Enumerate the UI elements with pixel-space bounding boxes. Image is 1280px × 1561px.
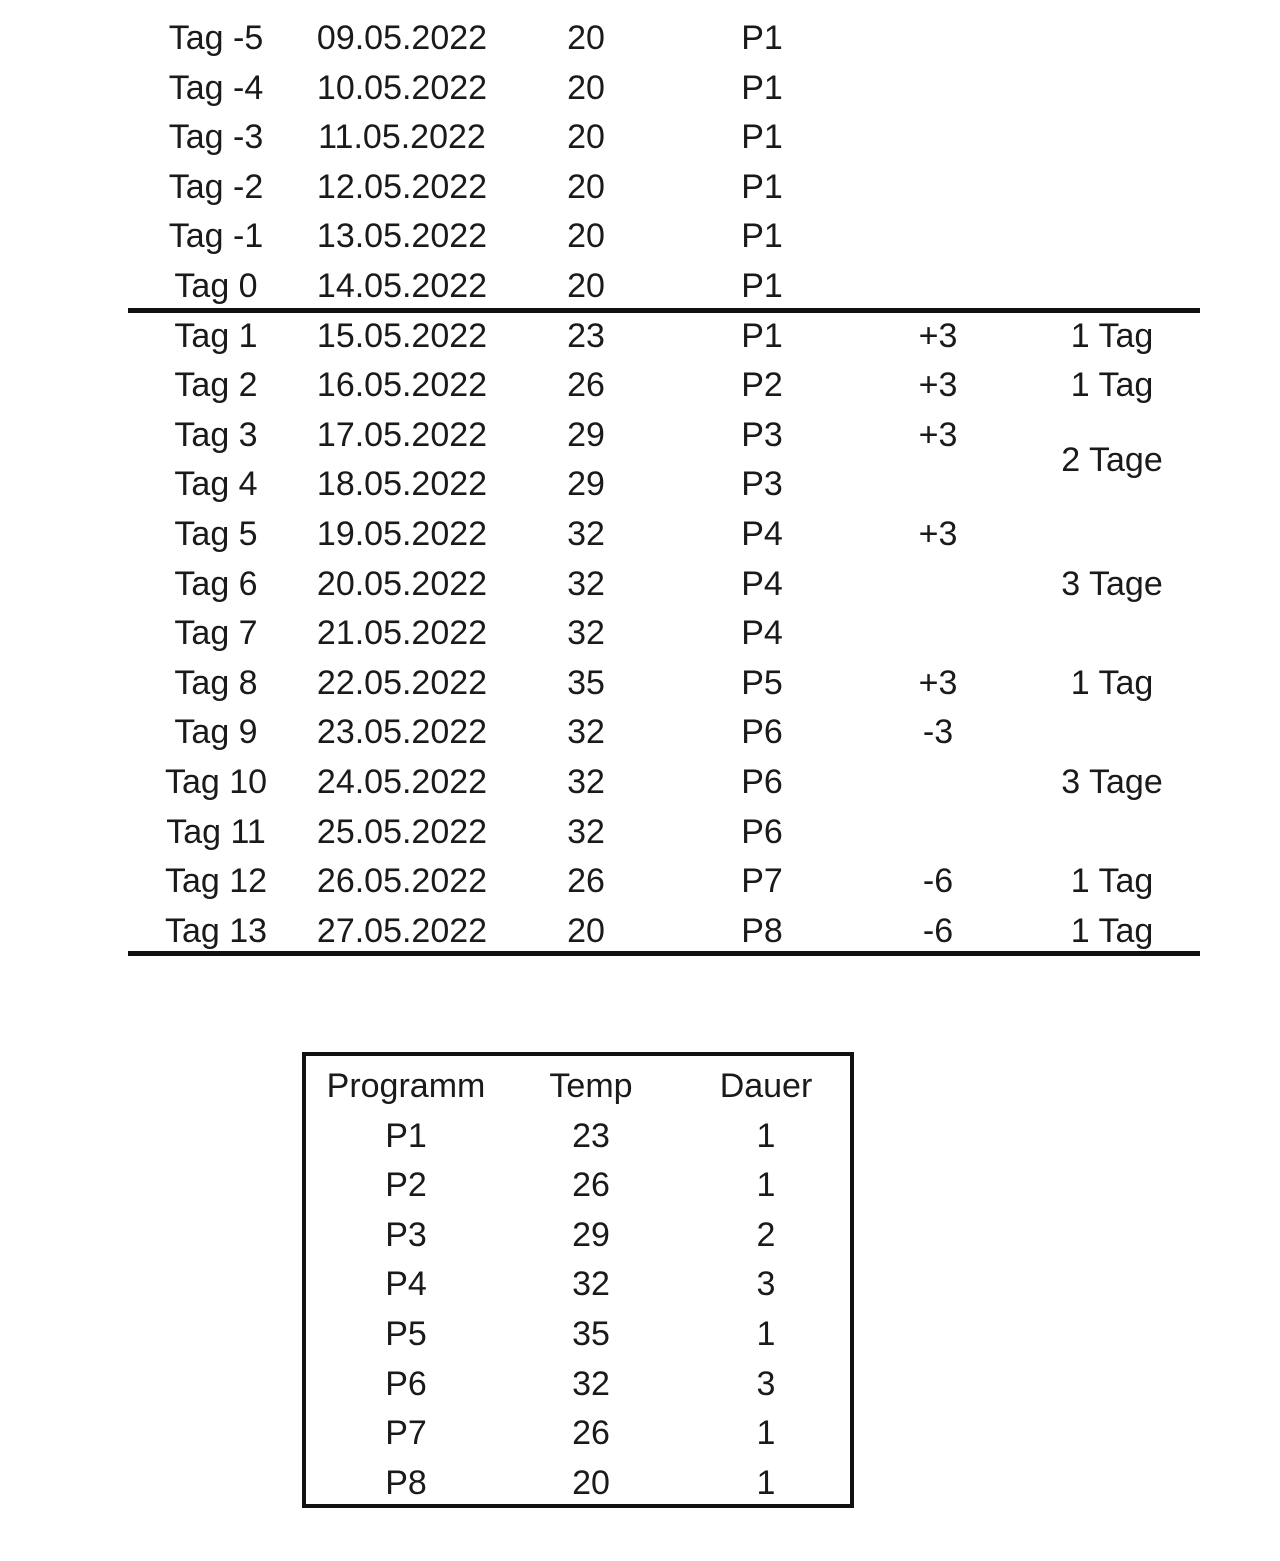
day-cell: Tag 3: [174, 415, 258, 454]
program-cell: P3: [741, 415, 783, 454]
program-name-cell: P7: [385, 1414, 427, 1453]
program-cell: P1: [741, 316, 783, 355]
program-cell: P1: [741, 167, 783, 206]
program-duration-cell: 1: [756, 1463, 776, 1502]
day-cell: Tag 13: [164, 911, 268, 950]
temp-cell: 29: [567, 465, 605, 504]
date-cell: 11.05.2022: [318, 118, 486, 157]
date-cell: 17.05.2022: [316, 415, 488, 454]
date-cell: 09.05.2022: [316, 19, 488, 57]
date-cell: 16.05.2022: [316, 366, 488, 405]
date-cell: 21.05.2022: [316, 614, 488, 653]
duration-label: 1 Tag: [1070, 366, 1154, 405]
date-cell: 20.05.2022: [316, 564, 488, 603]
change-cell: [896, 167, 980, 207]
temp-cell: 26: [567, 862, 605, 901]
temp-cell: 26: [567, 366, 605, 405]
day-cell: Tag 7: [174, 614, 258, 653]
temp-cell: 20: [567, 19, 605, 57]
program-cell: P5: [741, 663, 783, 702]
date-cell: 25.05.2022: [316, 812, 488, 851]
day-cell: Tag -4: [168, 68, 264, 107]
temp-cell: 20: [567, 911, 605, 950]
temp-cell: 23: [567, 316, 605, 355]
change-cell: +3: [918, 316, 958, 355]
temp-cell: 20: [567, 167, 605, 206]
program-duration-cell: 3: [756, 1364, 776, 1403]
program-temp-cell: 20: [572, 1463, 610, 1502]
change-cell: -6: [922, 862, 954, 901]
schedule-divider-bottom: [128, 951, 1200, 956]
date-cell: 14.05.2022: [316, 267, 488, 305]
temp-cell: 32: [567, 614, 605, 653]
program-table: [302, 1052, 854, 1508]
date-cell: 12.05.2022: [316, 167, 488, 206]
duration-label: 3 Tage: [1061, 763, 1163, 801]
change-cell: [896, 266, 980, 306]
program-temp-cell: 32: [572, 1364, 610, 1403]
program-cell: P7: [741, 862, 783, 901]
program-cell: P6: [741, 713, 783, 752]
program-temp-cell: 32: [572, 1265, 610, 1304]
day-cell: Tag 4: [174, 465, 258, 504]
day-cell: Tag -2: [168, 167, 264, 206]
duration-label: 1 Tag: [1070, 911, 1154, 950]
date-cell: 27.05.2022: [316, 911, 488, 950]
duration-label: 3 Tage: [1061, 564, 1163, 603]
program-name-cell: P4: [385, 1265, 427, 1304]
program-name-cell: P8: [385, 1463, 427, 1502]
change-cell: [896, 18, 980, 58]
change-cell: -3: [922, 713, 954, 752]
temp-header: Temp: [549, 1067, 633, 1105]
change-cell: [896, 762, 980, 802]
program-name-cell: P3: [385, 1215, 427, 1254]
date-cell: 23.05.2022: [316, 713, 488, 752]
date-cell: 26.05.2022: [316, 862, 488, 901]
program-cell: P8: [741, 911, 783, 950]
temp-cell: 32: [567, 564, 605, 603]
temp-cell: 35: [567, 663, 605, 702]
duration-label: 2 Tage: [1061, 440, 1163, 479]
program-name-cell: P6: [385, 1364, 427, 1403]
change-cell: [896, 117, 980, 157]
day-cell: Tag 10: [164, 763, 268, 801]
temp-cell: 20: [567, 118, 605, 157]
program-cell: P1: [741, 68, 783, 107]
day-cell: Tag 8: [174, 663, 258, 702]
temp-cell: 20: [567, 267, 605, 305]
program-name-cell: P5: [385, 1315, 427, 1353]
program-temp-cell: 26: [572, 1414, 610, 1453]
temp-cell: 32: [567, 812, 605, 851]
change-cell: [896, 564, 980, 604]
day-cell: Tag -3: [168, 118, 264, 157]
programm-header: Programm: [326, 1067, 486, 1105]
change-cell: +3: [918, 663, 958, 702]
program-cell: P4: [741, 564, 783, 603]
program-temp-cell: 29: [572, 1215, 610, 1254]
program-duration-cell: 1: [756, 1166, 776, 1205]
date-cell: 10.05.2022: [316, 68, 488, 107]
temp-cell: 29: [567, 415, 605, 454]
program-name-cell: P1: [385, 1116, 427, 1155]
day-cell: Tag 11: [166, 812, 266, 851]
change-cell: +3: [918, 515, 958, 553]
temp-cell: 32: [567, 713, 605, 752]
program-cell: P1: [741, 118, 783, 157]
day-cell: Tag 5: [174, 515, 258, 553]
day-cell: Tag 9: [174, 713, 258, 752]
temp-cell: 20: [567, 68, 605, 107]
program-temp-cell: 35: [572, 1315, 610, 1353]
program-name-cell: P2: [385, 1166, 427, 1205]
program-cell: P2: [741, 366, 783, 405]
program-temp-cell: 26: [572, 1166, 610, 1205]
program-cell: P3: [741, 465, 783, 504]
day-cell: Tag 0: [174, 267, 258, 305]
program-cell: P4: [741, 614, 783, 653]
duration-label: 1 Tag: [1070, 316, 1154, 355]
day-cell: Tag 1: [174, 316, 258, 355]
day-cell: Tag 6: [174, 564, 258, 603]
program-cell: P1: [741, 267, 783, 305]
temp-cell: 32: [567, 515, 605, 553]
program-cell: P6: [741, 812, 783, 851]
change-cell: -6: [922, 911, 954, 950]
change-cell: [896, 464, 980, 504]
date-cell: 13.05.2022: [316, 217, 488, 256]
date-cell: 22.05.2022: [316, 663, 488, 702]
duration-label: 1 Tag: [1070, 862, 1154, 901]
day-cell: Tag -1: [168, 217, 264, 256]
program-duration-cell: 1: [756, 1414, 776, 1453]
change-cell: [896, 613, 980, 653]
dauer-header: Dauer: [719, 1067, 813, 1105]
change-cell: [896, 812, 980, 852]
program-duration-cell: 2: [756, 1215, 776, 1254]
program-cell: P4: [741, 515, 783, 553]
date-cell: 24.05.2022: [316, 763, 488, 801]
program-duration-cell: 1: [756, 1116, 776, 1155]
date-cell: 19.05.2022: [316, 515, 488, 553]
program-temp-cell: 23: [572, 1116, 610, 1155]
program-cell: P1: [741, 217, 783, 256]
day-cell: Tag 12: [164, 862, 268, 901]
schedule-divider-top: [128, 308, 1200, 313]
program-cell: P1: [741, 19, 783, 57]
day-cell: Tag 2: [174, 366, 258, 405]
date-cell: 15.05.2022: [316, 316, 488, 355]
day-cell: Tag -5: [168, 19, 264, 57]
change-cell: +3: [918, 415, 958, 454]
date-cell: 18.05.2022: [316, 465, 488, 504]
duration-label: 1 Tag: [1070, 663, 1154, 702]
program-duration-cell: 3: [756, 1265, 776, 1304]
change-cell: [896, 216, 980, 256]
temp-cell: 32: [567, 763, 605, 801]
program-duration-cell: 1: [756, 1315, 776, 1353]
temp-cell: 20: [567, 217, 605, 256]
program-cell: P6: [741, 763, 783, 801]
change-cell: [896, 68, 980, 108]
change-cell: +3: [918, 366, 958, 405]
